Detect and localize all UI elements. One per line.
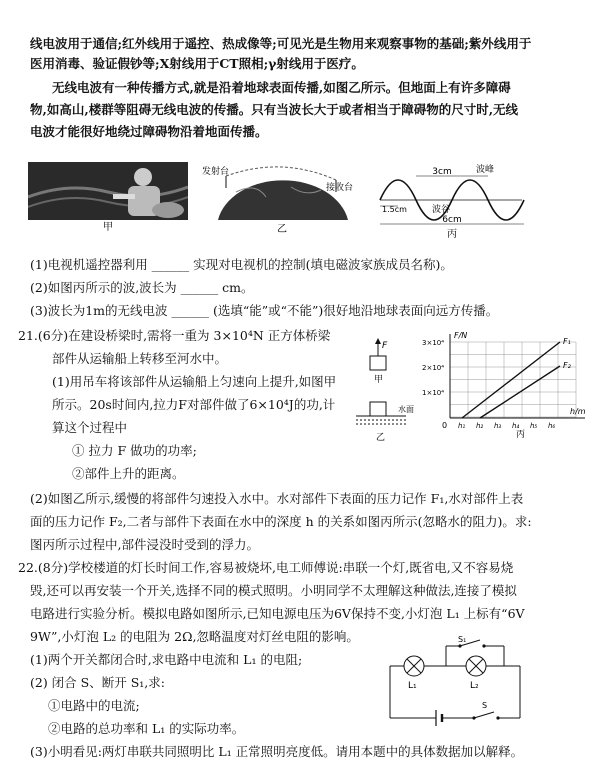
q22-line-6: (2) 闭合 S、断开 S₁,求: bbox=[30, 675, 165, 690]
intro-line-4: 物,如高山,楼群等阻碍无线电波的传播。只有当波长大于或者相当于障碍物的尺寸时,无线 bbox=[30, 102, 519, 117]
q22-line-5: (1)两个开关都闭合时,求电路中电流和 L₁ 的电阻; bbox=[30, 652, 303, 667]
intro-line-1: 线电波用于通信;红外线用于遥控、热成像等;可见光是生物用来观察事物的基础;紫外线用于 bbox=[30, 36, 532, 51]
switch-S bbox=[474, 712, 494, 718]
q20-part1: (1)电视机遥控器利用 ______ 实现对电视机的控制(填电磁波家族成员名称)。 bbox=[30, 257, 453, 272]
q21-line-1: 21.(6分)在建设桥梁时,需将一重为 3×10⁴N 正方体桥梁 bbox=[18, 328, 331, 343]
x-tick-h4: h₄ bbox=[512, 422, 520, 430]
q21-line-4: 所示。20s时间内,拉力F对部件做了6×10⁴J的功,计 bbox=[52, 397, 336, 412]
x-axis-label: h/m bbox=[570, 407, 586, 416]
F2-label: F₂ bbox=[563, 361, 571, 370]
q21-line-5: 算这个过程中 bbox=[52, 420, 128, 435]
dim-6cm: 6cm bbox=[442, 215, 462, 225]
q21-line-6: (2)如图乙所示,缓慢的将部件匀速投入水中。水对部件下表面的压力记作 F₁,水对部件上表 bbox=[30, 491, 524, 506]
figure-21-bing-graph bbox=[420, 328, 596, 438]
figure-21-jia-yi bbox=[350, 336, 422, 446]
S-label: S bbox=[482, 701, 488, 710]
q21-line-3: (1)用吊车将该部件从运输船上匀速向上提升,如图甲 bbox=[52, 374, 337, 389]
q21-line-8: 图丙所示过程中,部件浸没时受到的浮力。 bbox=[30, 537, 259, 552]
y-axis-label: F/N bbox=[454, 331, 468, 340]
figure-yi-label: 乙 bbox=[277, 224, 287, 234]
graph-grid bbox=[450, 342, 576, 418]
force-F-label: F bbox=[382, 341, 388, 351]
fig21-jia-label: 甲 bbox=[374, 375, 384, 385]
q21-sub-2: ②部件上升的距离。 bbox=[72, 466, 185, 481]
x-tick-h6: h₆ bbox=[548, 422, 556, 430]
q21-sub-1: ① 拉力 F 做功的功率; bbox=[72, 443, 197, 458]
figure-bing-label: 丙 bbox=[447, 229, 457, 240]
q22-line-2: 毁,还可以再安装一个开关,选择不同的模式照明。小明同学不太理解这种做法,连接了模拟 bbox=[30, 583, 517, 598]
q22-line-7: (3)小明看见:两灯串联共同照明比 L₁ 正常照明亮度低。请用本题中的具体数据加以解释。 bbox=[30, 744, 524, 759]
dim-1-5cm: 1.5cm bbox=[382, 205, 407, 214]
circuit-diagram bbox=[380, 636, 530, 728]
x-tick-h1: h₁ bbox=[458, 422, 466, 430]
fig21-yi-label: 乙 bbox=[376, 433, 386, 443]
q22-line-4: 9W”,小灯泡 L₂ 的电阻为 2Ω,忽略温度对灯丝电阻的影响。 bbox=[30, 629, 359, 644]
y-tick-3e4: 3×10⁴ bbox=[422, 339, 445, 347]
figure-jia-label: 甲 bbox=[103, 222, 113, 232]
fig21-bing-label: 丙 bbox=[516, 430, 526, 438]
y-tick-1e4: 1×10⁴ bbox=[422, 389, 445, 397]
dim-3cm: 3cm bbox=[432, 167, 452, 177]
transmitter-label: 发射台 bbox=[202, 167, 230, 177]
trough-label: 波谷 bbox=[432, 205, 451, 215]
y-tick-2e4: 2×10⁴ bbox=[422, 364, 445, 372]
q22-sub-1: ①电路中的电流; bbox=[48, 698, 140, 713]
q20-part3: (3)波长为1m的无线电波 ______ (选填“能”或“不能”)很好地沿地球表面向远方传播。 bbox=[30, 303, 499, 318]
L1-label: L₁ bbox=[408, 681, 417, 691]
water-surface-label: 水面 bbox=[398, 405, 414, 414]
F1-label: F₁ bbox=[563, 337, 571, 346]
crest-label: 波峰 bbox=[476, 165, 495, 175]
figure-yi-earth bbox=[196, 162, 366, 234]
intro-line-5: 电波才能很好地绕过障碍物沿着地面传播。 bbox=[30, 124, 268, 139]
q22-line-1: 22.(8分)学校楼道的灯长时间工作,容易被烧坏,电工师傅说:串联一个灯,既省电,又不容易烧 bbox=[18, 560, 514, 575]
intro-line-3: 无线电波有一种传播方式,就是沿着地球表面传播,如图乙所示。但地面上有许多障碍 bbox=[52, 80, 511, 95]
line-F1 bbox=[462, 342, 560, 418]
q21-line-7: 面的压力记作 F₂,二者与部件下表面在水中的深度 h 的关系如图丙所示(忽略水的阻力)。求: bbox=[30, 514, 532, 529]
origin-label: 0 bbox=[442, 421, 448, 430]
x-tick-h5: h₅ bbox=[530, 422, 538, 430]
x-tick-h3: h₃ bbox=[494, 422, 502, 430]
x-tick-h2: h₂ bbox=[476, 422, 484, 430]
L2-label: L₂ bbox=[470, 681, 479, 691]
S1-label: S₁ bbox=[458, 636, 467, 644]
figure-jia-photo bbox=[28, 162, 188, 232]
q20-part2: (2)如图丙所示的波,波长为 ______ cm。 bbox=[30, 280, 254, 295]
q21-line-2: 部件从运输船上转移至河水中。 bbox=[52, 351, 228, 366]
q22-sub-2: ②电路的总功率和 L₁ 的实际功率。 bbox=[48, 721, 245, 736]
figure-bing-wave bbox=[372, 160, 532, 240]
receiver-label: 接收台 bbox=[326, 183, 354, 193]
q22-line-3: 电路进行实验分析。模拟电路如图所示,已知电源电压为6V保持不变,小灯泡 L₁ 上标有“6V bbox=[30, 606, 525, 621]
intro-line-2: 医用消毒、验证假钞等;X射线用于CT照相;γ射线用于医疗。 bbox=[30, 56, 364, 71]
